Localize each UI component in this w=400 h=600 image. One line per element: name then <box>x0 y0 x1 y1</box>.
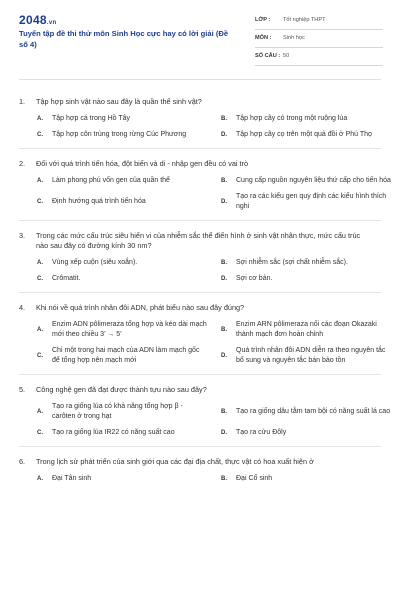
question-stem <box>19 457 381 467</box>
question-item <box>19 231 381 290</box>
question-stem <box>19 385 381 395</box>
exam-header <box>0 0 400 72</box>
question-item <box>19 385 391 444</box>
meta-key: MÔN : <box>255 35 272 41</box>
question-text: Đối với quá trình tiến hóa, đột biến và di - nhập gen đều có vai trò <box>36 159 249 168</box>
option-key: D. <box>221 199 227 205</box>
question-number: 2. <box>19 159 26 168</box>
option-key: A. <box>37 178 43 184</box>
option-key: A. <box>37 476 43 482</box>
option-key: B. <box>221 116 227 122</box>
answer-option[interactable] <box>37 474 207 484</box>
answer-option[interactable] <box>221 274 391 284</box>
answer-option[interactable] <box>221 428 391 438</box>
option-text: Tập hợp cây cỏ trong một ruộng lúa <box>236 115 348 122</box>
question-stem <box>19 159 381 169</box>
question-text: Khi nói về quá trình nhân đôi ADN, phát biểu nào sau đây đúng? <box>36 303 245 312</box>
option-text: Tập hợp cá trong Hồ Tây <box>52 115 131 122</box>
question-number: 3. <box>19 231 26 240</box>
option-text: Crômatit. <box>52 275 81 282</box>
option-key: A. <box>37 409 43 415</box>
answer-option[interactable] <box>37 274 207 284</box>
option-key: D. <box>221 276 227 282</box>
option-text: Enzim ARN pôlimeraza nối các đoạn Okazaki thành mạch đơn hoàn chỉnh <box>236 321 377 338</box>
option-key: D. <box>221 132 227 138</box>
answer-option[interactable] <box>221 474 391 484</box>
option-text: Tạo ra các kiểu gen quy định các kiểu hình thích nghi <box>236 193 387 210</box>
question-text: Trong lịch sử phát triển của sinh giới qua các đại địa chất, thực vật có hoa xuất hiện ở <box>36 457 314 466</box>
answer-option[interactable] <box>221 130 391 140</box>
answer-option[interactable] <box>37 130 207 140</box>
meta-key: SỐ CÂU : <box>255 53 281 59</box>
answer-option[interactable] <box>37 346 207 366</box>
answer-option[interactable] <box>221 176 391 186</box>
question-divider <box>19 446 381 447</box>
option-key: B. <box>221 178 227 184</box>
answer-option[interactable] <box>37 176 207 186</box>
option-key: C. <box>37 430 43 436</box>
question-divider <box>19 374 381 375</box>
question-divider <box>19 292 381 293</box>
option-text: Cung cấp nguồn nguyên liệu thứ cấp cho tiến hóa <box>236 177 391 184</box>
option-grid <box>37 402 391 444</box>
option-text: Đại Tân sinh <box>52 475 92 482</box>
question-number: 1. <box>19 97 26 106</box>
option-key: A. <box>37 116 43 122</box>
question-divider <box>19 148 381 149</box>
question-item <box>19 457 381 490</box>
option-grid <box>37 258 381 290</box>
answer-option[interactable] <box>221 114 391 124</box>
option-text: Quá trình nhân đôi ADN diễn ra theo nguyên tắc bổ sung và nguyên tắc bán bảo tồn <box>236 347 386 364</box>
option-text: Tập hợp cây cọ trên một quả đồi ở Phú Thọ <box>236 131 372 138</box>
option-key: C. <box>37 199 43 205</box>
meta-key: LỚP : <box>255 17 271 23</box>
answer-option[interactable] <box>37 320 207 340</box>
option-key: B. <box>221 327 227 333</box>
answer-option[interactable] <box>221 258 391 268</box>
option-text: Sợi cơ bản. <box>236 275 273 282</box>
question-item <box>19 303 386 372</box>
option-key: C. <box>37 353 43 359</box>
meta-value: 50 <box>283 53 290 59</box>
answer-option[interactable] <box>37 192 207 212</box>
option-text: Tạo ra giống lúa IR22 có năng suất cao <box>52 429 175 436</box>
meta-row-subject <box>255 30 383 48</box>
logo-text: 2048 <box>19 13 47 27</box>
option-text: Định hướng quá trình tiến hóa <box>52 198 146 205</box>
question-stem <box>19 231 381 251</box>
option-key: C. <box>37 132 43 138</box>
option-text: Tạo ra giống dâu tằm tam bội có năng suất lá cao <box>236 408 391 415</box>
option-key: B. <box>221 409 227 415</box>
option-text: Tập hợp côn trùng trong rừng Cúc Phương <box>52 131 187 138</box>
question-number: 5. <box>19 385 26 394</box>
answer-option[interactable] <box>221 320 391 340</box>
option-text: Đại Cổ sinh <box>236 475 273 482</box>
answer-option[interactable] <box>221 346 391 366</box>
logo-suffix: .vn <box>46 20 57 26</box>
question-item <box>19 97 381 146</box>
question-number: 6. <box>19 457 26 466</box>
question-stem <box>19 303 381 313</box>
meta-value: Sinh học <box>283 35 305 41</box>
option-key: C. <box>37 276 43 282</box>
header-divider <box>19 79 381 80</box>
question-divider <box>19 220 381 221</box>
option-grid <box>37 474 381 490</box>
question-item <box>19 159 391 218</box>
option-grid <box>37 176 391 218</box>
question-list <box>0 97 400 490</box>
answer-option[interactable] <box>37 402 207 422</box>
meta-row-class <box>255 12 383 30</box>
question-text: Trong các mức cấu trúc siêu hiển vi của nhiễm sắc thể điển hình ở sinh vật nhân thực, mức cấu trúc nào sau đây có đường kính 30 nm? <box>36 231 361 250</box>
option-text: Chỉ một trong hai mạch của ADN làm mạch gốc để tổng hợp nên mạch mới <box>52 347 200 364</box>
answer-option[interactable] <box>221 192 391 212</box>
option-text: Sợi nhiễm sắc (sợi chất nhiễm sắc). <box>236 259 348 266</box>
option-text: Tạo ra cừu Đôly <box>236 429 287 436</box>
answer-option[interactable] <box>221 402 391 422</box>
option-key: D. <box>221 353 227 359</box>
answer-option[interactable] <box>37 258 207 268</box>
meta-row-count <box>255 48 383 66</box>
option-key: A. <box>37 260 43 266</box>
question-stem <box>19 97 381 107</box>
option-grid <box>37 114 381 146</box>
option-key: B. <box>221 260 227 266</box>
option-key: B. <box>221 476 227 482</box>
answer-option[interactable] <box>37 114 207 124</box>
question-number: 4. <box>19 303 26 312</box>
option-key: D. <box>221 430 227 436</box>
answer-option[interactable] <box>37 428 207 438</box>
site-logo[interactable] <box>19 13 56 27</box>
exam-title: Tuyển tập đề thi thử môn Sinh Học cực hay có lời giải (Đề số 4) <box>19 29 229 49</box>
question-text: Tập hợp sinh vật nào sau đây là quần thể sinh vật? <box>36 97 202 106</box>
option-text: Enzim ADN pôlimeraza tổng hợp và kéo dài mạch mới theo chiều 3’ → 5’ <box>52 321 207 338</box>
question-text: Công nghệ gen đã đạt được thành tựu nào sau đây? <box>36 385 207 394</box>
option-text: Vùng xếp cuộn (siêu xoắn). <box>52 259 138 266</box>
exam-meta <box>255 12 383 66</box>
option-text: Làm phong phú vốn gen của quần thể <box>52 177 170 184</box>
meta-value: Tốt nghiệp THPT <box>283 17 326 23</box>
option-key: A. <box>37 327 43 333</box>
option-text: Tạo ra giống lúa có khả năng tổng hợp β - carôten ở trong hạt <box>52 403 183 420</box>
option-grid <box>37 320 386 372</box>
